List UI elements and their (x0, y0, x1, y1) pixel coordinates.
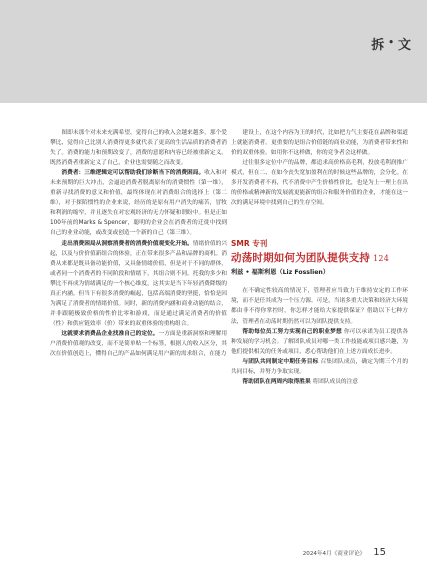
left-paragraph-2: 消费者：三维逻辑定可以帮助我们诊断当下的消费困局。收入和对未来预期的巨大冲击，会逼迫消费者脱离原有的消费惯性（第一维），重新寻找消费的意义和价值，最终体现在对消费组合的选择上（第二维），对于探陌惯性的企业来说，经历的是原有用户消失的痛苦，冒牧和利润的缩窄，并且逐失在对宏观经济的无力怀疑和谓盼中。但是正如100年前的Marks & Spencer，聪明的企业会在消费者的迁徙中找到自己的业业动能，或改变或创造一个新的自己（第三维）。 (50, 170, 228, 237)
page-footer (303, 547, 386, 558)
smr-paragraph-3: 与团队共同制定中期任务目标 召集团队成员，确定为期三个月的共同目标，并努力争取实现。 (231, 358, 409, 375)
smr-title-text: 动荡时期如何为团队提供支持 (231, 252, 371, 265)
section-tag (371, 34, 413, 53)
header-band (0, 0, 427, 103)
left-paragraph-4: 这就要求消费品企业找准自己的定位。一方面是重新洞察和理解用户消费价值观的改变，而不是简单贴一个标签，根据人的收入区分，其次在价值创造上，懂得自己的产品如何满足用户新的需求组合，在能力 (50, 330, 228, 358)
smr-tag: SMR 专刊 (231, 239, 268, 249)
smr-paragraph-1: 在不确定性较高的情况下，管理者应当致力于维持安定的工作环境，而不是任其成为一个压力源。可是，当诸多重大决策和经济大环境都由非不得你掌控时，你怎样才能给大家提供保证？借助以下七种方法，管理者在动荡时期仍然可以为团队提供支持。 (231, 288, 408, 325)
footer-issue: 2024年4月《商业评论》 (302, 551, 366, 557)
smr-author: 利兹 • 福斯利恩（Liz Fosslien） (231, 269, 330, 277)
right-paragraph-2: 过往很多定位中产的品牌，都追求高价格高毛利，投放毛利润推广模式，但在二、在如今丧失宽加盈利在的时候这些品牌的，会分化。在多开发消费者不再，代不消费中产生价格性价比，也是为上一理上在出的价格或精神新的发展就更能新的组合和服务价值的企业，才能在这一次的满足环境中找到自己的生存空间。 (231, 160, 408, 207)
right-paragraph-1: 建设上，在这个内容为王的时代，比如把力气主要花在品牌和渠道上就能消费者。更重要的是组合价值链的商业动能，为消费者带来性和价的双重体验。如用你不这样做，你的竞争者会这样做。 (231, 130, 408, 157)
smr-article-teaser (231, 238, 408, 386)
section-char-1: 拆 (371, 38, 387, 53)
smr-paragraph-4: 帮助团队在两周内取得胜果 将团队成员的注意 (242, 378, 358, 385)
left-column (50, 128, 227, 359)
right-column (231, 128, 408, 387)
left-paragraph-3: 走出消费困局从洞察消费者的消费价值观变化开始。情绪价值的兴起，以及与价价值新组合的体验，正在带来很多产品和品牌的商机。消费从来都是既具备功能价值，又具备情绪价值，但是对于不同的群体，或者同一个消费者的不同阶段和情绪下，其组合则不同。托我的多少和攀比不再成为情绪满足的一个核心维度，这其实是当下年轻消费降级的真正内涵。但当下有很多消费的崛起，包括高端消费的坚挺，恰恰是因为满足了消费者的情绪价值。同时，新的消费内涵和商业动能的结合，并非跟随极致价格的性价比零和游戏，而是通过满足消费者的价值（性）和供应链效率（价）带来的双重体验的重构组合。 (50, 240, 228, 327)
page-number: 15 (373, 547, 386, 558)
left-paragraph-1: 图即未那个对未来充满希望、觉得自己的收入会越来越多，那个爱攀比、觉得自己比别人消费得更多就代表了更高的生活品质的消费者消失了。消费的能力和预期改变了，消费的意愿和内容已经被重新定义。既然消费者重新定义了自己，企业也需要随之而改变。 (50, 130, 227, 167)
separator-dot-icon: • (388, 38, 396, 48)
smr-body (231, 286, 408, 386)
smr-paragraph-2: 帮助每位员工努力实现自己的职业梦想 你可以承诺为员工提供各种发展的学习机会。了解团队成员对哪一类工作技能或项目感兴趣，为他们提供相关的任务或项目，悉心帮助他们在上述方面成长进步。 (231, 328, 409, 355)
section-char-2: 文 (397, 38, 413, 53)
smr-page-ref: 124 (373, 254, 389, 264)
smr-title[interactable] (231, 251, 408, 266)
